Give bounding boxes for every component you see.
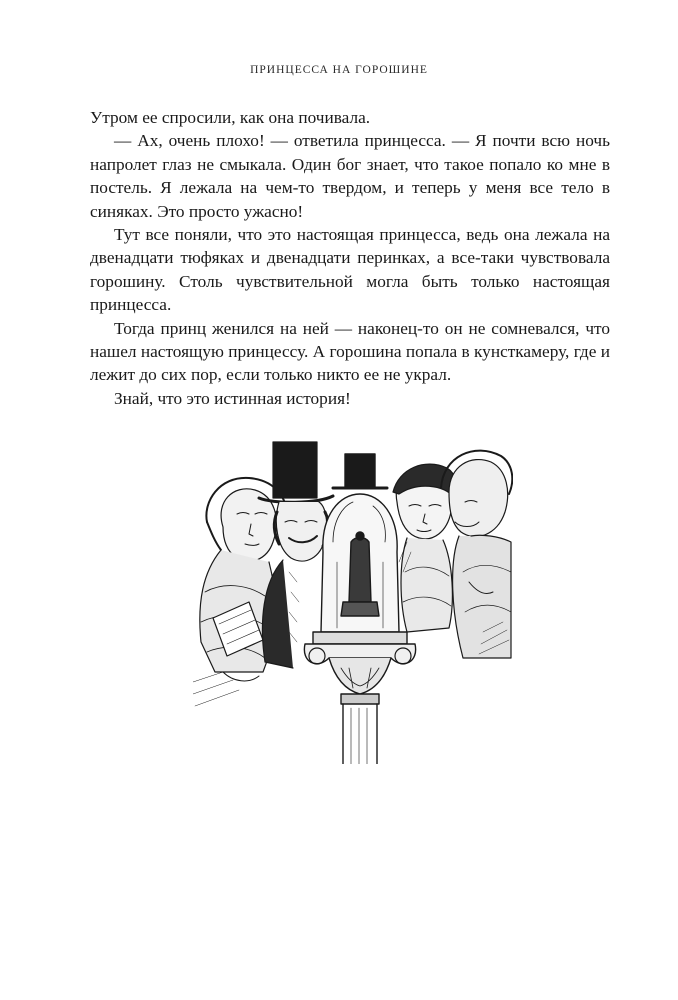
paragraph: — Ах, очень плохо! — ответила принцесса. — Я почти всю ночь напролет глаз не смыкала. Один бог знает, что такое попало ко мне в постель. Я лежала на чем-то твердом, и теперь у меня все тело в синяках. Это просто ужасно! — [90, 131, 610, 221]
old-woman-figure — [441, 451, 512, 658]
paragraph: Знай, что это истинная история! — [114, 388, 351, 408]
young-woman-figure — [393, 464, 457, 632]
story-text — [90, 106, 610, 410]
running-head-title: ПРИНЦЕССА НА ГОРОШИНЕ — [250, 64, 428, 76]
paragraph: Тут все поняли, что это настоящая принцесса, ведь она лежала на двенадцати тюфяках и двенадцати перинках, а все-таки чувствовала горошину. Столь чувствительной могла быть только настоящая принцесса. — [90, 225, 610, 315]
engraving-illustration — [193, 432, 513, 764]
paragraph: Тогда принц женился на ней — наконец-то он не сомневался, что нашел настоящую принцессу. А горошина попала в кунсткамеру, где и лежит до сих пор, если только никто ее не украл. — [90, 318, 610, 385]
paragraph: Утром ее спросили, как она почивала. — [90, 108, 371, 127]
